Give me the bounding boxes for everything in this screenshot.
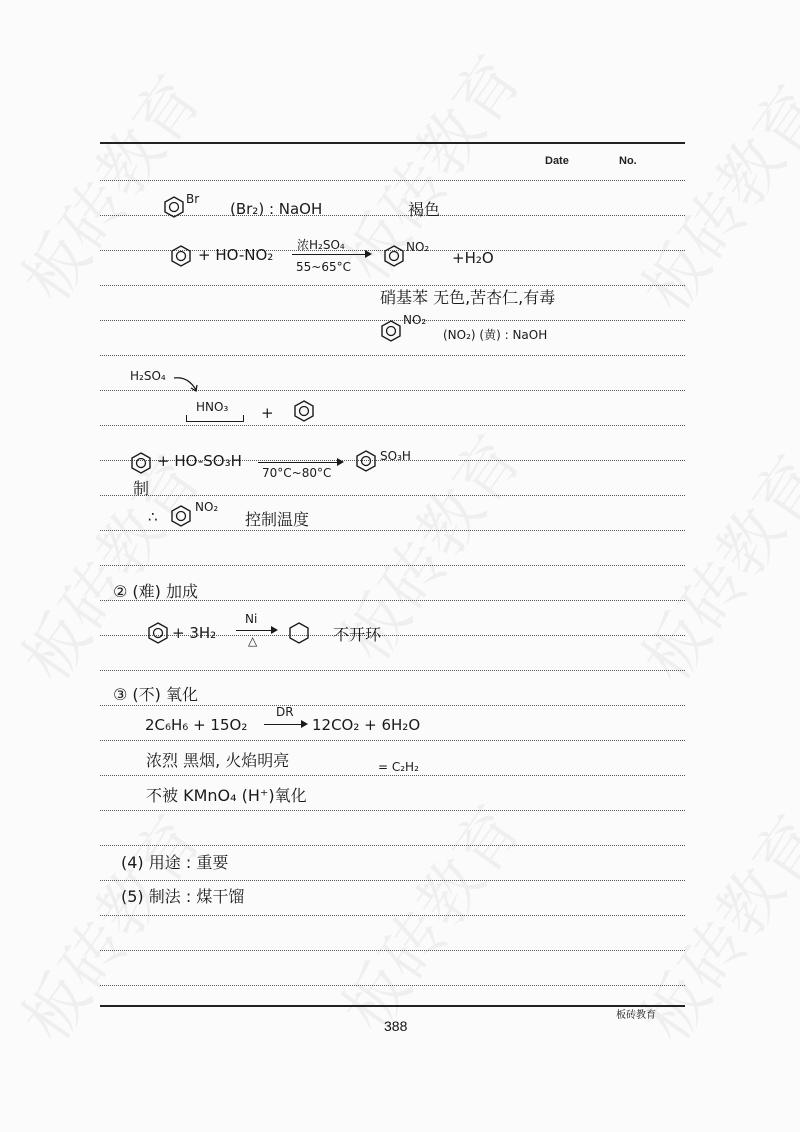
page-number: 388 bbox=[384, 1018, 408, 1034]
therefore-symbol: ∴ bbox=[148, 508, 158, 526]
nitration-reagent: + HO-NO₂ bbox=[198, 246, 274, 264]
footer-rule bbox=[100, 1005, 685, 1007]
benzene-ring-icon bbox=[355, 450, 377, 472]
watermark bbox=[617, 435, 800, 697]
footer-brand: 板砖教育 bbox=[616, 1010, 656, 1021]
sulfonation-reagent: + HO-SO₃H bbox=[157, 452, 242, 470]
addition-catalyst: Ni bbox=[245, 612, 258, 626]
nitro-substituent: NO₂ bbox=[195, 500, 219, 514]
ruled-line bbox=[100, 950, 685, 951]
reaction-arrow bbox=[258, 462, 342, 463]
nitration-condition-bottom: 55~65°C bbox=[296, 260, 351, 274]
benzene-ring-icon bbox=[380, 320, 402, 342]
nitrobenzene-description: 硝基苯 无色,苦杏仁,有毒 bbox=[380, 288, 556, 307]
oxidation-heading: ③ (不) 氧化 bbox=[113, 685, 199, 704]
ruled-line bbox=[100, 670, 685, 671]
ruled-line bbox=[100, 530, 685, 531]
watermark bbox=[617, 65, 800, 327]
watermark bbox=[0, 55, 219, 317]
no-ring-opening-note: 不开环 bbox=[333, 625, 382, 644]
ruled-line bbox=[100, 985, 685, 986]
yellow-naoh-text: (NO₂) (黄) : NaOH bbox=[443, 328, 548, 342]
benzene-ring-icon bbox=[293, 400, 315, 422]
reaction-arrow bbox=[264, 724, 306, 725]
ruled-line bbox=[100, 215, 685, 216]
addition-heading: ② (难) 加成 bbox=[113, 582, 199, 601]
h2so4-label: H₂SO₄ bbox=[130, 369, 166, 383]
reaction-arrow bbox=[236, 630, 276, 631]
ruled-line bbox=[100, 740, 685, 741]
sulfonic-acid-substituent: SO₃H bbox=[380, 449, 411, 463]
combustion-condition: DR bbox=[276, 705, 294, 719]
water-product: +H₂O bbox=[452, 249, 494, 267]
ruled-line bbox=[100, 565, 685, 566]
ruled-line bbox=[100, 705, 685, 706]
black-smoke-text: 浓烈 黑烟, 火焰明亮 bbox=[146, 751, 290, 770]
bromine-naoh-text: (Br₂) : NaOH bbox=[230, 200, 323, 218]
ruled-line bbox=[100, 775, 685, 776]
ruled-line bbox=[100, 495, 685, 496]
benzene-ring-icon bbox=[130, 452, 152, 474]
nitro-substituent: NO₂ bbox=[406, 240, 430, 254]
ruled-line bbox=[100, 880, 685, 881]
watermark bbox=[317, 35, 539, 297]
curved-arrow-icon bbox=[172, 372, 202, 396]
preparation-text: (5) 制法 : 煤干馏 bbox=[121, 887, 245, 906]
reaction-arrow bbox=[292, 254, 370, 255]
kmno4-text: 不被 KMnO₄ (H⁺)氧化 bbox=[146, 786, 307, 805]
benzene-ring-icon bbox=[163, 196, 185, 218]
ruled-line bbox=[100, 915, 685, 916]
cyclohexane-ring-icon bbox=[288, 622, 310, 644]
c2h2-note: = C₂H₂ bbox=[378, 760, 419, 774]
no-label: No. bbox=[619, 155, 637, 167]
substituent-br: Br bbox=[186, 192, 200, 206]
use-text: (4) 用途 : 重要 bbox=[121, 853, 229, 872]
ruled-line bbox=[100, 355, 685, 356]
ruled-line bbox=[100, 180, 685, 181]
combustion-reactants: 2C₆H₆ + 15O₂ bbox=[145, 716, 248, 734]
ruled-line bbox=[100, 845, 685, 846]
hno3-bracket bbox=[186, 415, 244, 422]
header-rule bbox=[100, 142, 685, 144]
benzene-ring-icon bbox=[147, 622, 169, 644]
benzene-ring-icon bbox=[383, 245, 405, 267]
hno3-label: HNO₃ bbox=[196, 400, 229, 414]
control-temperature-text: 控制温度 bbox=[245, 510, 310, 529]
zhi-character: 制 bbox=[133, 479, 150, 498]
watermark bbox=[317, 785, 539, 1047]
addition-heat-symbol: △ bbox=[248, 634, 258, 648]
plus-sign: + bbox=[261, 404, 274, 422]
combustion-products: 12CO₂ + 6H₂O bbox=[312, 716, 421, 734]
benzene-ring-icon bbox=[170, 505, 192, 527]
ruled-line bbox=[100, 810, 685, 811]
sulfonation-condition: 70°C~80°C bbox=[262, 466, 332, 480]
addition-reagent: + 3H₂ bbox=[172, 624, 217, 642]
nitro-substituent: NO₂ bbox=[403, 313, 427, 327]
ruled-line bbox=[100, 425, 685, 426]
brown-color-note: 褐色 bbox=[408, 200, 441, 219]
watermark bbox=[0, 795, 219, 1057]
watermark bbox=[0, 435, 219, 697]
benzene-ring-icon bbox=[170, 245, 192, 267]
nitration-condition-top: 浓H₂SO₄ bbox=[297, 238, 345, 252]
date-label: Date bbox=[545, 155, 569, 167]
